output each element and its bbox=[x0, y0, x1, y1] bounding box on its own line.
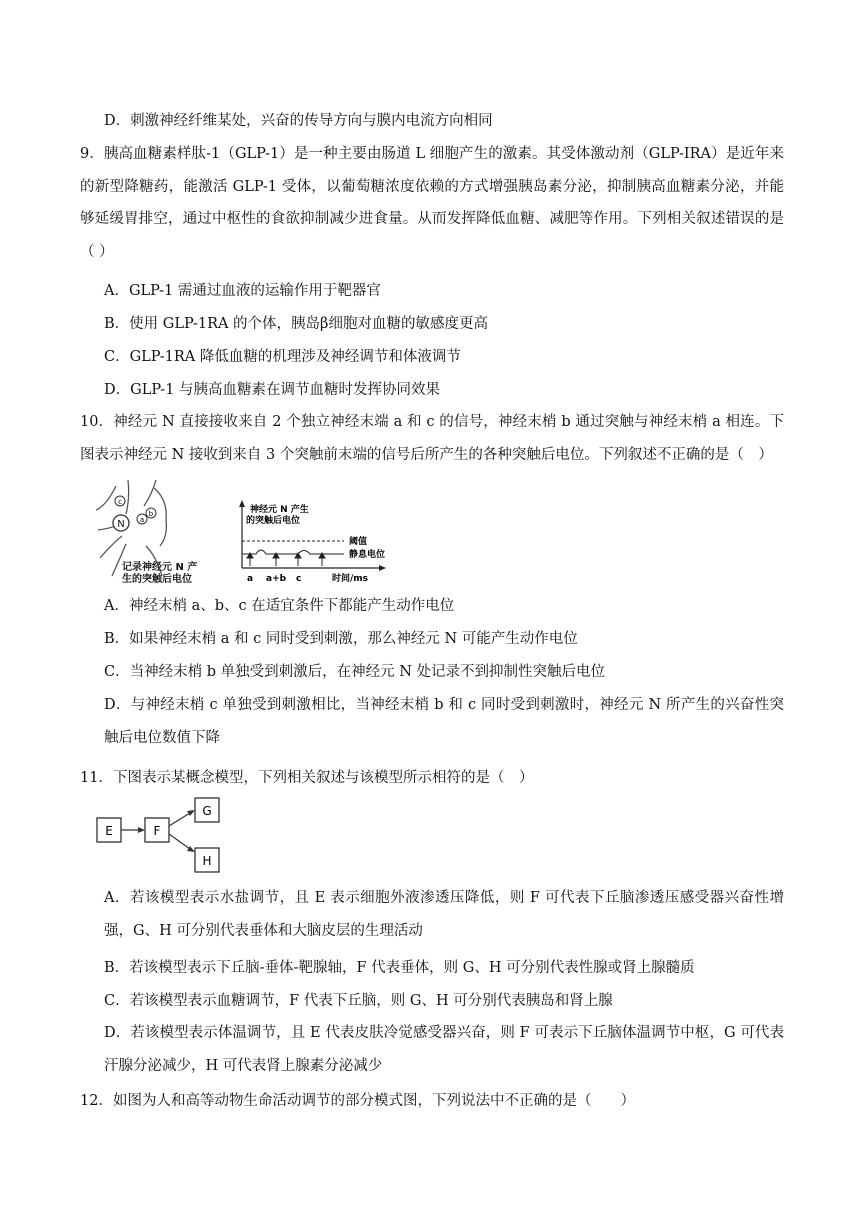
potential-trace bbox=[242, 550, 344, 554]
q9-option-d: D．GLP-1 与胰高血糖素在调节血糖时发挥协同效果 bbox=[104, 382, 441, 398]
x-label-ab: a+b bbox=[266, 574, 287, 584]
resting-label: 静息电位 bbox=[349, 550, 386, 560]
graph-y-arrow bbox=[239, 500, 245, 507]
threshold-label: 阈值 bbox=[349, 537, 368, 547]
q11-option-a: A．若该模型表示水盐调节，且 E 表示细胞外液渗透压降低，则 F 可代表下丘脑渗透压感受器兴奋性增强，G、H 可分别代表垂体和大脑皮层的生理活动 bbox=[104, 890, 784, 939]
arrow-f-h bbox=[169, 834, 190, 849]
q10-option-d: D．与神经末梢 c 单独受到刺激相比，当神经末梢 b 和 c 同时受到刺激时，神经元 N 所产生的兴奋性突触后电位数值下降 bbox=[104, 697, 784, 746]
q11-option-c: C．若该模型表示血糖调节，F 代表下丘脑，则 G、H 可分别代表胰岛和肾上腺 bbox=[104, 993, 613, 1009]
q9-option-a: A．GLP-1 需通过血液的运输作用于靶器官 bbox=[104, 283, 381, 299]
neuron-caption-line2: 生的突触后电位 bbox=[122, 574, 192, 584]
x-label-c: c bbox=[296, 574, 302, 584]
neuron-label-n: N bbox=[117, 519, 125, 530]
box-g-label: G bbox=[202, 804, 212, 818]
q10-option-b: B．如果神经末梢 a 和 c 同时受到刺激，那么神经元 N 可能产生动作电位 bbox=[104, 631, 578, 647]
graph-ylabel-line1: 神经元 N 产生 bbox=[250, 505, 309, 515]
arrow-f-h-head bbox=[187, 846, 195, 852]
x-axis-unit: 时间/ms bbox=[332, 574, 369, 584]
arrow-e-f-head bbox=[138, 827, 145, 833]
box-f-label: F bbox=[153, 824, 161, 838]
q9-option-c: C．GLP-1RA 降低血糖的机理涉及神经调节和体液调节 bbox=[104, 349, 461, 365]
stimulus-arrows bbox=[247, 553, 325, 566]
q10-neuron-figure bbox=[96, 480, 224, 584]
arrow-f-g-head bbox=[187, 810, 195, 816]
q11-option-d: D．若该模型表示体温调节，且 E 代表皮肤冷觉感受器兴奋，则 F 可表示下丘脑体温调节中枢，G 可代表汗腺分泌减少，H 可代表肾上腺素分泌减少 bbox=[104, 1025, 784, 1074]
neuron-caption-line1: 记录神经元 N 产 bbox=[122, 562, 198, 573]
q8-option-d: D．刺激神经纤维某处，兴奋的传导方向与膜内电流方向相同 bbox=[104, 113, 493, 129]
q10-stem: 10．神经元 N 直接接收来自 2 个独立神经末端 a 和 c 的信号，神经末梢 b 通过突触与神经末梢 a 相连。下图表示神经元 N 接收到来自 3 个突触前末端的信号后所产生的各种突触后电位。下列叙述不正确的是（ ） bbox=[80, 414, 784, 463]
q12-stem: 12．如图为人和高等动物生命活动调节的部分模式图，下列说法中不正确的是（ ） bbox=[80, 1093, 635, 1109]
graph-x-arrow bbox=[379, 565, 386, 571]
q10-option-c: C．当神经末梢 b 单独受到刺激后，在神经元 N 处记录不到抑制性突触后电位 bbox=[104, 664, 605, 680]
graph-ylabel-line2: 的突触后电位 bbox=[246, 516, 301, 526]
box-h-label: H bbox=[202, 854, 212, 868]
box-e-label: E bbox=[105, 824, 113, 838]
arrow-f-g bbox=[169, 813, 190, 826]
q9-option-b: B．使用 GLP-1RA 的个体，胰岛β细胞对血糖的敏感度更高 bbox=[104, 316, 488, 332]
q9-stem: 9．胰高血糖素样肽-1（GLP-1）是一种主要由肠道 L 细胞产生的激素。其受体激动剂（GLP-IRA）是近年来的新型降糖药，能激活 GLP-1 受体，以葡萄糖浓度依赖的方式增强胰岛素分泌，抑制胰高血糖素分泌，并能够延缓胃排空，通过中枢性的食欲抑制减少进食量。从而发挥降低血糖、减肥等作用。下列相关叙述错误的是（ ） bbox=[80, 146, 784, 261]
q10-option-a: A．神经末梢 a、b、c 在适宜条件下都能产生动作电位 bbox=[104, 598, 455, 614]
terminal-label-a: a bbox=[139, 516, 145, 524]
q11-stem: 11．下图表示某概念模型，下列相关叙述与该模型所示相符的是（ ） bbox=[80, 770, 534, 786]
q11-concept-model bbox=[96, 796, 236, 878]
terminal-label-c: c bbox=[118, 498, 122, 506]
x-label-a: a bbox=[247, 574, 254, 584]
q10-potential-graph bbox=[234, 498, 390, 586]
terminal-label-b: b bbox=[148, 510, 154, 518]
q11-option-b: B．若该模型表示下丘脑-垂体-靶腺轴，F 代表垂体，则 G、H 可分别代表性腺或肾上腺髓质 bbox=[104, 960, 695, 976]
